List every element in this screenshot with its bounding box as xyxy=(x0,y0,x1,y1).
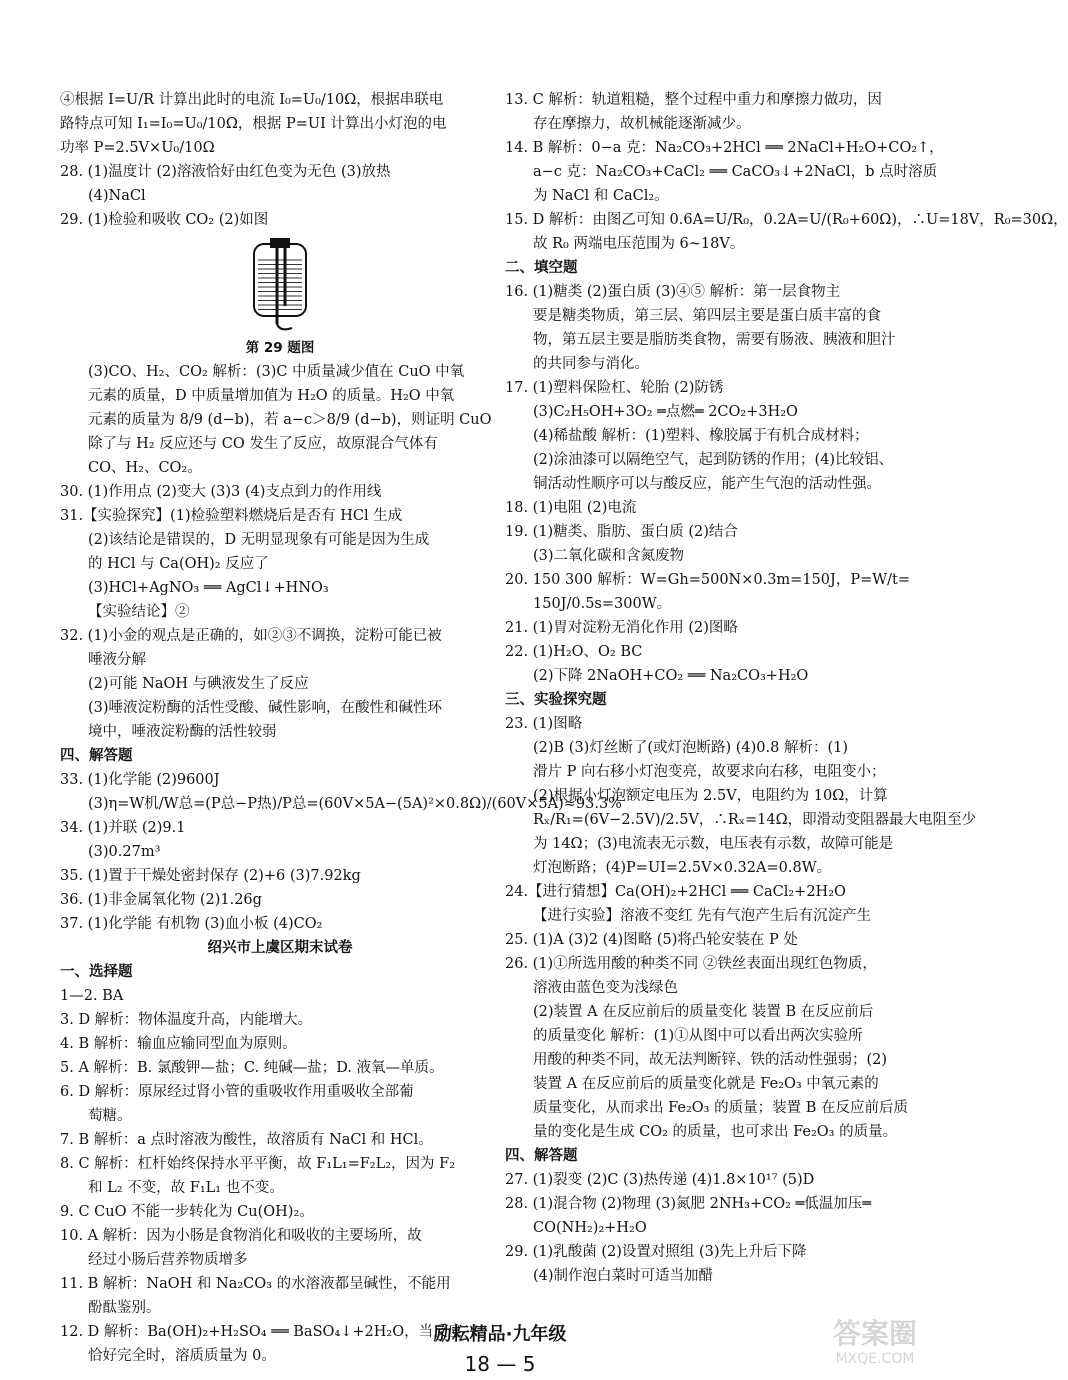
left-line: 功率 P=2.5V×U₀/10Ω xyxy=(60,140,215,156)
left-line: 10. A 解析：因为小肠是食物消化和吸收的主要场所，故 xyxy=(60,1228,422,1244)
left-line: 路特点可知 I₁=I₀=U₀/10Ω，根据 P=UI 计算出小灯泡的电 xyxy=(60,116,447,132)
right-line: 29. (1)乳酸菌 (2)设置对照组 (3)先上升后下降 xyxy=(505,1244,807,1260)
left-line: 4. B 解析：输血应输同型血为原则。 xyxy=(60,1036,297,1052)
left-line: 恰好完全时，溶质质量为 0。 xyxy=(88,1348,276,1364)
right-line: 物，第五层主要是脂肪类食物，需要有肠液、胰液和胆汁 xyxy=(533,332,896,348)
right-line: (4)稀盐酸 解析：(1)塑料、橡胶属于有机合成材料； xyxy=(533,428,869,444)
right-line: 15. D 解析：由图乙可知 0.6A=U/R₀，0.2A=U/(R₀+60Ω)，∴U=18V，R₀=30Ω， xyxy=(505,212,1068,228)
right-line: CO(NH₂)₂+H₂O xyxy=(533,1220,647,1236)
left-line: 元素的质量为 8/9 (d−b)，若 a−c＞8/9 (d−b)，则证明 CuO xyxy=(88,412,492,428)
right-line: 150J/0.5s=300W。 xyxy=(533,596,672,612)
left-line: 6. D 解析：原尿经过肾小管的重吸收作用重吸收全部葡 xyxy=(60,1084,414,1100)
left-line: 11. B 解析：NaOH 和 Na₂CO₃ 的水溶液都呈碱性，不能用 xyxy=(60,1276,451,1292)
left-line: 的 HCl 与 Ca(OH)₂ 反应了 xyxy=(88,556,269,572)
left-line: 31.【实验探究】(1)检验塑料燃烧后是否有 HCl 生成 xyxy=(60,508,403,524)
right-line: (2)B (3)灯丝断了(或灯泡断路) (4)0.8 解析：(1) xyxy=(533,740,849,756)
left-line: 绍兴市上虞区期末试卷 xyxy=(207,940,353,956)
right-line: 26. (1)①所选用酸的种类不同 ②铁丝表面出现红色物质， xyxy=(505,956,877,972)
right-line: (4)制作泡白菜时可适当加醋 xyxy=(533,1268,714,1284)
right-line: 要是糖类物质，第三层、第四层主要是蛋白质丰富的食 xyxy=(533,308,881,324)
left-line: 3. D 解析：物体温度升高，内能增大。 xyxy=(60,1012,313,1028)
right-line: (2)涂油漆可以隔绝空气，起到防锈的作用；(4)比较铝、 xyxy=(533,452,894,468)
right-line: (3)二氧化碳和含氮废物 xyxy=(533,548,685,564)
right-line: 的质量变化 解析：(1)①从图中可以看出两次实验所 xyxy=(533,1028,863,1044)
right-line: 二、填空题 xyxy=(505,260,578,276)
left-line: (3)唾液淀粉酶的活性受酸、碱性影响，在酸性和碱性环 xyxy=(88,700,443,716)
right-column xyxy=(505,88,1068,1288)
right-line: 25. (1)A (3)2 (4)图略 (5)将凸轮安装在 P 处 xyxy=(505,932,798,948)
right-line: 质量变化，从而求出 Fe₂O₃ 的质量；装置 B 在反应前后质 xyxy=(533,1100,908,1116)
left-line: 酚酞鉴别。 xyxy=(88,1300,161,1316)
footer-brand: 励耘精品·九年级 xyxy=(433,1324,567,1345)
right-line: 装置 A 在反应前后的质量变化就是 Fe₂O₃ 中氧元素的 xyxy=(533,1076,879,1092)
right-line: 四、解答题 xyxy=(505,1148,578,1164)
right-line: 存在摩擦力，故机械能逐渐减少。 xyxy=(533,116,751,132)
right-line: 19. (1)糖类、脂肪、蛋白质 (2)结合 xyxy=(505,524,738,540)
right-line: 三、实验探究题 xyxy=(505,692,607,708)
right-line: Rₓ/R₁=(6V−2.5V)/2.5V，∴Rₓ=14Ω，即滑动变阻器最大电阻至少 xyxy=(533,812,977,828)
left-line: 28. (1)温度计 (2)溶液恰好由红色变为无色 (3)放热 xyxy=(60,164,391,180)
right-line: 17. (1)塑料保险杠、轮胎 (2)防锈 xyxy=(505,380,724,396)
right-line: 滑片 P 向右移小灯泡变亮，故要求向右移，电阻变小； xyxy=(533,764,886,780)
right-line: (2)根据小灯泡额定电压为 2.5V，电阻约为 10Ω，计算 xyxy=(533,788,888,804)
left-line: 29. (1)检验和吸收 CO₂ (2)如图 xyxy=(60,212,269,228)
right-line: 为 NaCl 和 CaCl₂。 xyxy=(533,188,669,204)
left-line: 35. (1)置于干燥处密封保存 (2)+6 (3)7.92kg xyxy=(60,868,361,884)
left-line: 34. (1)并联 (2)9.1 xyxy=(60,820,186,836)
right-line: 的共同参与消化。 xyxy=(533,356,649,372)
right-line: 13. C 解析：轨道粗糙，整个过程中重力和摩擦力做功，因 xyxy=(505,92,882,108)
left-line: 除了与 H₂ 反应还与 CO 发生了反应，故原混合气体有 xyxy=(88,436,438,452)
right-line: 14. B 解析：0−a 克：Na₂CO₃+2HCl ══ 2NaCl+H₂O+CO₂↑， xyxy=(505,140,944,156)
right-line: 灯泡断路；(4)P=UI=2.5V×0.32A=0.8W。 xyxy=(533,860,832,876)
left-line: 【实验结论】② xyxy=(88,604,190,620)
left-line: 元素的质量，D 中质量增加值为 H₂O 的质量。H₂O 中氧 xyxy=(88,388,455,404)
right-line: (2)下降 2NaOH+CO₂ ══ Na₂CO₃+H₂O xyxy=(533,668,809,684)
right-line: 21. (1)胃对淀粉无消化作用 (2)图略 xyxy=(505,620,738,636)
figure-caption: 第 29 题图 xyxy=(245,340,315,356)
left-line: ④根据 I=U/R 计算出此时的电流 I₀=U₀/10Ω，根据串联电 xyxy=(60,92,444,108)
left-line: 经过小肠后营养物质增多 xyxy=(88,1252,248,1268)
right-line: 用酸的种类不同，故无法判断锌、铁的活动性强弱；(2) xyxy=(533,1052,888,1068)
left-line: 和 L₂ 不变，故 F₁L₁ 也不变。 xyxy=(88,1180,284,1196)
left-line: 30. (1)作用点 (2)变大 (3)3 (4)支点到力的作用线 xyxy=(60,484,382,500)
right-line: 铜活动性顺序可以与酸反应，能产生气泡的活动性强。 xyxy=(533,476,881,492)
right-line: (2)装置 A 在反应前后的质量变化 装置 B 在反应前后 xyxy=(533,1004,874,1020)
watermark-title: 答案圈 xyxy=(832,1317,917,1350)
left-line: (2)该结论是错误的，D 无明显现象有可能是因为生成 xyxy=(88,532,430,548)
right-line: 故 R₀ 两端电压范围为 6~18V。 xyxy=(533,236,745,252)
watermark-logo xyxy=(780,1318,970,1373)
right-line: 【进行实验】溶液不变红 先有气泡产生后有沉淀产生 xyxy=(533,908,872,924)
left-line: 一、选择题 xyxy=(60,964,133,980)
left-line: 四、解答题 xyxy=(60,748,133,764)
left-line: 5. A 解析：B. 氯酸钾—盐；C. 纯碱—盐；D. 液氧—单质。 xyxy=(60,1060,444,1076)
figure-29 xyxy=(60,236,500,360)
left-line: 32. (1)小金的观点是正确的，如②③不调换，淀粉可能已被 xyxy=(60,628,442,644)
left-line: (3)HCl+AgNO₃ ══ AgCl↓+HNO₃ xyxy=(88,580,329,596)
left-line: 萄糖。 xyxy=(88,1108,132,1124)
left-line: 9. C CuO 不能一步转化为 Cu(OH)₂。 xyxy=(60,1204,314,1220)
left-line: (3)η=W机/W总=(P总−P热)/P总=(60V×5A−(5A)²×0.8Ω)/(60V×5A)≈93.3% xyxy=(88,796,622,812)
left-line: 7. B 解析：a 点时溶液为酸性，故溶质有 NaCl 和 HCl。 xyxy=(60,1132,433,1148)
left-line: 36. (1)非金属氧化物 (2)1.26g xyxy=(60,892,262,908)
right-line: 23. (1)图略 xyxy=(505,716,583,732)
right-line: 18. (1)电阻 (2)电流 xyxy=(505,500,637,516)
right-line: 溶液由蓝色变为浅绿色 xyxy=(533,980,678,996)
left-line: 37. (1)化学能 有机物 (3)血小板 (4)CO₂ xyxy=(60,916,323,932)
right-line: 24.【进行猜想】Ca(OH)₂+2HCl ══ CaCl₂+2H₂O xyxy=(505,884,846,900)
page-number: 18 — 5 xyxy=(464,1352,536,1376)
left-line: 8. C 解析：杠杆始终保持水平平衡，故 F₁L₁=F₂L₂，因为 F₂ xyxy=(60,1156,456,1172)
left-line: 唾液分解 xyxy=(88,652,146,668)
right-line: 22. (1)H₂O、O₂ BC xyxy=(505,644,643,660)
watermark-url: MXQE.COM xyxy=(835,1351,915,1367)
left-line: 33. (1)化学能 (2)9600J xyxy=(60,772,220,788)
gas-bottle-figure xyxy=(240,236,320,336)
right-line: 为 14Ω；(3)电流表无示数，电压表有示数，故障可能是 xyxy=(533,836,894,852)
right-line: 量的变化是生成 CO₂ 的质量，也可求出 Fe₂O₃ 的质量。 xyxy=(533,1124,898,1140)
left-line: (4)NaCl xyxy=(88,188,146,204)
right-line: (3)C₂H₅OH+3O₂ ═点燃═ 2CO₂+3H₂O xyxy=(533,404,798,420)
right-line: a−c 克：Na₂CO₃+CaCl₂ ══ CaCO₃↓+2NaCl，b 点时溶质 xyxy=(533,164,938,180)
left-line: 12. D 解析：Ba(OH)₂+H₂SO₄ ══ BaSO₄↓+2H₂O，当反应 xyxy=(60,1324,463,1340)
right-line: 16. (1)糖类 (2)蛋白质 (3)④⑤ 解析：第一层食物主 xyxy=(505,284,841,300)
left-line: CO、H₂、CO₂。 xyxy=(88,460,202,476)
left-line: (3)0.27m³ xyxy=(88,844,161,860)
left-line: (2)可能 NaOH 与碘液发生了反应 xyxy=(88,676,309,692)
left-line: 1—2. BA xyxy=(60,988,124,1004)
right-line: 27. (1)裂变 (2)C (3)热传递 (4)1.8×10¹⁷ (5)D xyxy=(505,1172,815,1188)
right-line: 28. (1)混合物 (2)物理 (3)氮肥 2NH₃+CO₂ ═低温加压═ xyxy=(505,1196,871,1212)
left-line: (3)CO、H₂、CO₂ 解析：(3)C 中质量减少值在 CuO 中氧 xyxy=(88,364,465,380)
right-line: 20. 150 300 解析：W=Gh=500N×0.3m=150J，P=W/t= xyxy=(505,572,910,588)
left-line: 境中，唾液淀粉酶的活性较弱 xyxy=(88,724,277,740)
